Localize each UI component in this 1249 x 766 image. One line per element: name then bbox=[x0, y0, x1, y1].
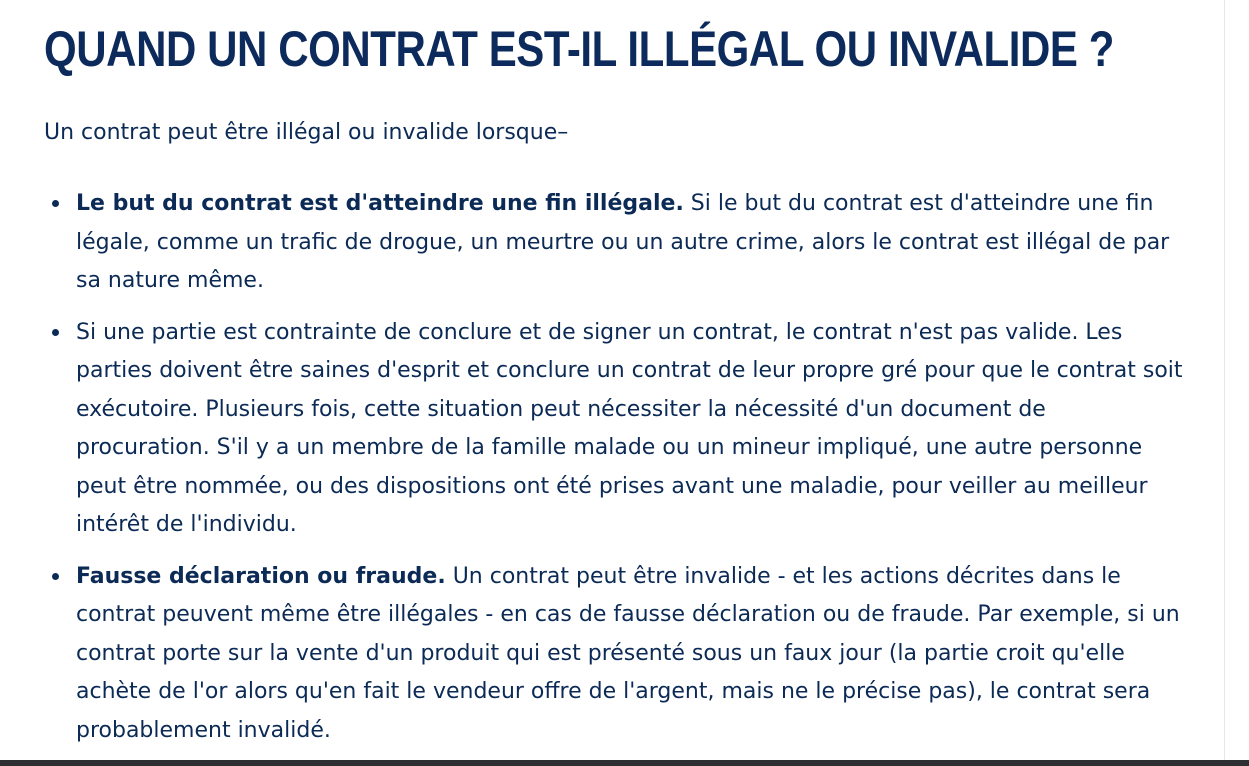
item-text: Un contrat peut être invalide - et les actions décrites dans le contrat peuvent même être illégales - en cas de fausse déclaration ou de fraude. Par exemple, si un contrat porte sur la vente d'un produit qui est présenté sous un faux jour (la partie croit qu'elle achète de l'or alors qu'en fait le vendeur offre de l'argent, mais ne le précise pas), le contrat sera probablement invalidé. bbox=[76, 563, 1180, 743]
content-divider bbox=[1224, 0, 1225, 760]
condition-list bbox=[44, 185, 1194, 750]
bullet-icon bbox=[52, 329, 59, 336]
bullet-icon bbox=[52, 573, 59, 580]
list-item bbox=[76, 558, 1194, 751]
item-text: Si une partie est contrainte de conclure et de signer un contrat, le contrat n'est pas valide. Les parties doivent être saines d'esprit et conclure un contrat de leur propre gré pour que le contrat soit exécutoire. Plusieurs fois, cette situation peut nécessiter la nécessité d'un document de procuration. S'il y a un membre de la famille malade ou un mineur impliqué, une autre personne peut être nommée, ou des dispositions ont été prises avant une maladie, pour veiller au meilleur intérêt de l'individu. bbox=[76, 319, 1183, 537]
page-title: QUAND UN CONTRAT EST-IL ILLÉGAL OU INVALIDE ? bbox=[44, 21, 1114, 77]
list-item bbox=[76, 185, 1194, 301]
item-bold-lead: Fausse déclaration ou fraude. bbox=[76, 563, 446, 589]
bullet-icon bbox=[52, 200, 59, 207]
intro-paragraph: Un contrat peut être illégal ou invalide lorsque– bbox=[44, 120, 569, 145]
item-bold-lead: Le but du contrat est d'atteindre une fin illégale. bbox=[76, 191, 684, 216]
list-item bbox=[76, 314, 1194, 545]
item-text: Si le but du contrat est d'atteindre une fin légale, comme un trafic de drogue, un meurtre ou un autre crime, alors le contrat est illégal de par sa nature même. bbox=[76, 191, 1170, 293]
bottom-bar bbox=[0, 760, 1249, 766]
article bbox=[44, 18, 1194, 763]
